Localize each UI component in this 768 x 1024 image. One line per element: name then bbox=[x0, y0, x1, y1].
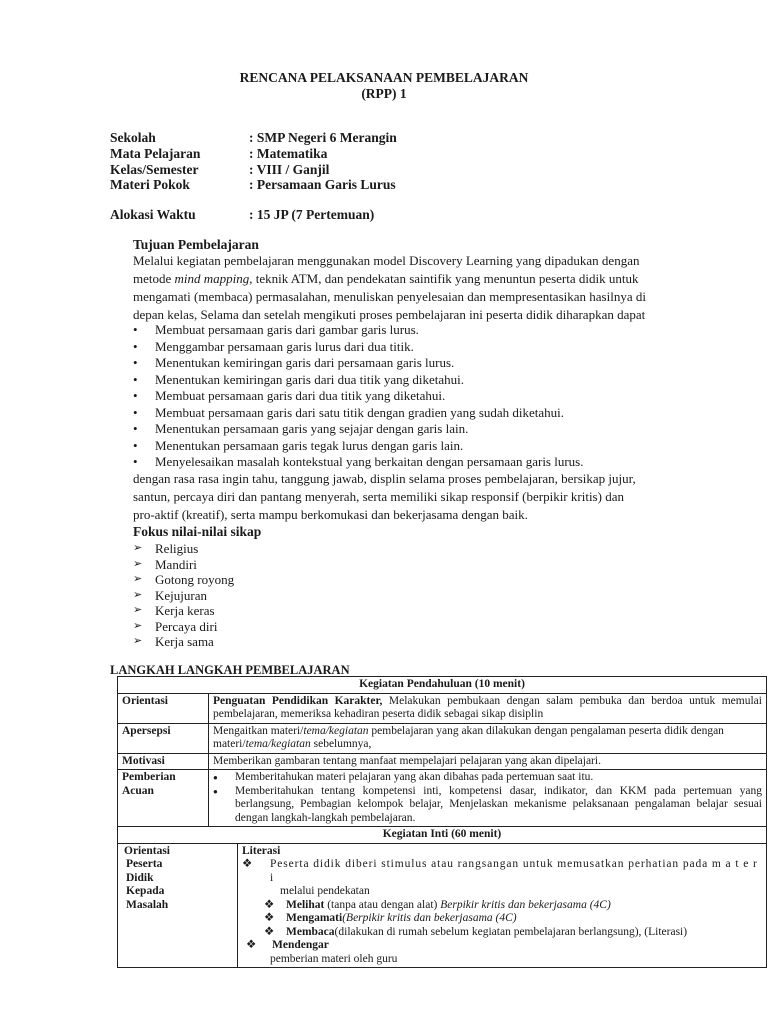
diamond-icon: ❖ bbox=[264, 898, 275, 911]
literasi-heading: Literasi bbox=[242, 844, 281, 857]
info-label: Kelas/Semester bbox=[110, 162, 199, 177]
row-content: Literasi ❖ Peserta didik diberi stimulus atau rangsangan untuk memusatkan perhatian pada m a t e r i melalui pendekatan ❖ Melihat (tanpa atau dengan alat) Berpikir kritis dan bekerjasama (4C) ❖ Mengamati(Berpikir kritis dan bekerjasama (4C) ❖ Membaca(dilakukan di rumah sebelum kegiatan pembelajaran berlangsung), (Literasi) ❖ Mendengar pemberian materi oleh guru bbox=[238, 843, 767, 968]
list-item: ➢ Kerja sama bbox=[133, 634, 214, 649]
row-content bbox=[209, 770, 767, 827]
info-value: : Persamaan Garis Lurus bbox=[249, 177, 396, 192]
info-value: : SMP Negeri 6 Merangin bbox=[249, 130, 397, 145]
info-label: Alokasi Waktu bbox=[110, 207, 196, 222]
row-label: Orientasi bbox=[118, 693, 209, 723]
fokus-list bbox=[133, 541, 234, 650]
table-row bbox=[118, 693, 767, 723]
row-content: Memberikan gambaran tentang manfaat mempelajari pelajaran yang akan dipelajari. bbox=[209, 753, 767, 770]
list-item: • Menentukan kemiringan garis dari dua titik yang diketahui. bbox=[133, 371, 465, 387]
arrow-icon: ➢ bbox=[133, 542, 143, 554]
list-item: • Menggambar persamaan garis lurus dari dua titik. bbox=[133, 338, 414, 354]
arrow-icon: ➢ bbox=[133, 573, 143, 585]
info-value: : 15 JP (7 Pertemuan) bbox=[249, 207, 375, 222]
list-item: ➢ Kerja keras bbox=[133, 603, 215, 618]
table-row bbox=[118, 770, 767, 827]
section-header: Kegiatan Pendahuluan (10 menit) bbox=[118, 677, 767, 694]
diamond-icon: ❖ bbox=[246, 939, 257, 951]
arrow-icon: ➢ bbox=[133, 619, 143, 632]
diamond-icon: ❖ bbox=[242, 858, 253, 870]
tujuan-closing: dengan rasa rasa ingin tahu, tanggung jawab, displin selama proses pembelajaran, bersikap jujur, santun, percaya diri dan pantang menyerah, serta memiliki sikap responsif (berpikir kritis) dan pro-aktif (kreatif), serta mampu berkomukasi dan bekerjasama dengan baik. bbox=[133, 471, 636, 522]
list-item: ❖ Melihat (tanpa atau dengan alat) Berpikir kritis dan bekerjasama (4C) bbox=[264, 898, 611, 911]
list-item: ❖ Mengamati(Berpikir kritis dan bekerjasama (4C) bbox=[264, 912, 517, 924]
arrow-icon: ➢ bbox=[133, 588, 143, 601]
row-label: Pemberian Acuan bbox=[118, 770, 209, 827]
list-item: ❖ Peserta didik diberi stimulus atau rangsangan untuk memusatkan perhatian pada m a t e r i bbox=[242, 858, 758, 884]
table-row bbox=[118, 723, 767, 753]
document-subtitle: (RPP) 1 bbox=[361, 86, 407, 101]
table-row bbox=[118, 677, 767, 694]
list-item: ➢ Mandiri bbox=[133, 556, 197, 572]
row-label: Apersepsi bbox=[118, 723, 209, 753]
tujuan-intro: Melalui kegiatan pembelajaran menggunakan model Discovery Learning yang dipadukan dengan metode mind mapping, teknik ATM, dan pendekatan saintifik yang menuntun peserta didik untuk mengamati (membaca) permasalahan, menuliskan penyelesaian dan mempresentasikan hasilnya di depan kelas, Selama dan setelah mengikuti proses pembelajaran ini peserta didik diharapkan dapat bbox=[133, 253, 646, 322]
arrow-icon: ➢ bbox=[133, 557, 143, 570]
list-item: • Menentukan kemiringan garis dari persamaan garis lurus. bbox=[133, 355, 455, 370]
list-item: • Menyelesaikan masalah kontekstual yang berkaitan dengan persamaan garis lurus. bbox=[133, 454, 584, 469]
table-row bbox=[118, 753, 767, 770]
info-value: : Matematika bbox=[249, 146, 328, 161]
info-label: Mata Pelajaran bbox=[110, 146, 201, 161]
tujuan-heading: Tujuan Pembelajaran bbox=[133, 237, 259, 252]
info-value: : VIII / Ganjil bbox=[249, 162, 330, 177]
table-row bbox=[118, 843, 767, 968]
list-item: ➢ Kejujuran bbox=[133, 587, 207, 603]
list-item: • Membuat persamaan garis dari dua titik yang diketahui. bbox=[133, 388, 446, 403]
table-row bbox=[118, 827, 767, 844]
arrow-icon: ➢ bbox=[133, 604, 143, 616]
arrow-icon: ➢ bbox=[133, 635, 143, 647]
list-item: ❖ Membaca(dilakukan di rumah sebelum kegiatan pembelajaran berlangsung), (Literasi) bbox=[264, 925, 688, 938]
section-header: Kegiatan Inti (60 menit) bbox=[118, 827, 767, 844]
langkah-table bbox=[117, 676, 767, 968]
list-item: • Membuat persamaan garis dari satu titik dengan gradien yang sudah diketahui. bbox=[133, 404, 565, 420]
fokus-heading: Fokus nilai-nilai sikap bbox=[133, 524, 262, 539]
diamond-icon: ❖ bbox=[264, 925, 275, 938]
tujuan-list bbox=[133, 322, 584, 471]
row-content: Mengaitkan materi/tema/kegiatan pembelajaran yang akan dilakukan dengan pengalaman peserta didik dengan materi/tema/kegiatan sebelumnya, bbox=[209, 723, 767, 753]
list-item: • Menentukan persamaan garis tegak lurus dengan garis lain. bbox=[133, 437, 464, 453]
info-label: Materi Pokok bbox=[110, 177, 190, 192]
langkah-heading: LANGKAH LANGKAH PEMBELAJARAN bbox=[110, 663, 350, 677]
list-item: ➢ Gotong royong bbox=[133, 572, 235, 587]
list-item: ❖ Mendengar bbox=[246, 939, 329, 951]
diamond-icon: ❖ bbox=[264, 912, 275, 924]
row-label: Motivasi bbox=[118, 753, 209, 770]
list-item: • Membuat persamaan garis dari gambar garis lurus. bbox=[133, 322, 419, 337]
list-item: ● Memberitahukan materi pelajaran yang akan dibahas pada pertemuan saat itu. bbox=[213, 771, 594, 783]
list-item: • Menentukan persamaan garis yang sejajar dengan garis lain. bbox=[133, 421, 469, 436]
row-label: Orientasi Peserta Didik Kepada Masalah bbox=[118, 843, 238, 968]
list-item: ➢ Percaya diri bbox=[133, 618, 218, 634]
list-item: ● Memberitahukan tentang kompetensi inti, kompetensi dasar, indikator, dan KKM pada pertemuan yang berlangsung, Pembagian kelompok belajar, Menjelaskan mekanisme pelaksanaan pengalaman belajar sesuai dengan langkah-langkah pembelajaran. bbox=[213, 784, 762, 824]
document-title: RENCANA PELAKSANAAN PEMBELAJARAN bbox=[239, 70, 529, 85]
list-item: ➢ Religius bbox=[133, 541, 199, 556]
info-label: Sekolah bbox=[110, 130, 156, 145]
row-content: Penguatan Pendidikan Karakter, Melakukan pembukaan dengan salam pembuka dan berdoa untuk memulai pembelajaran, memeriksa kehadiran peserta didik sebagai sikap disiplin bbox=[209, 693, 767, 723]
